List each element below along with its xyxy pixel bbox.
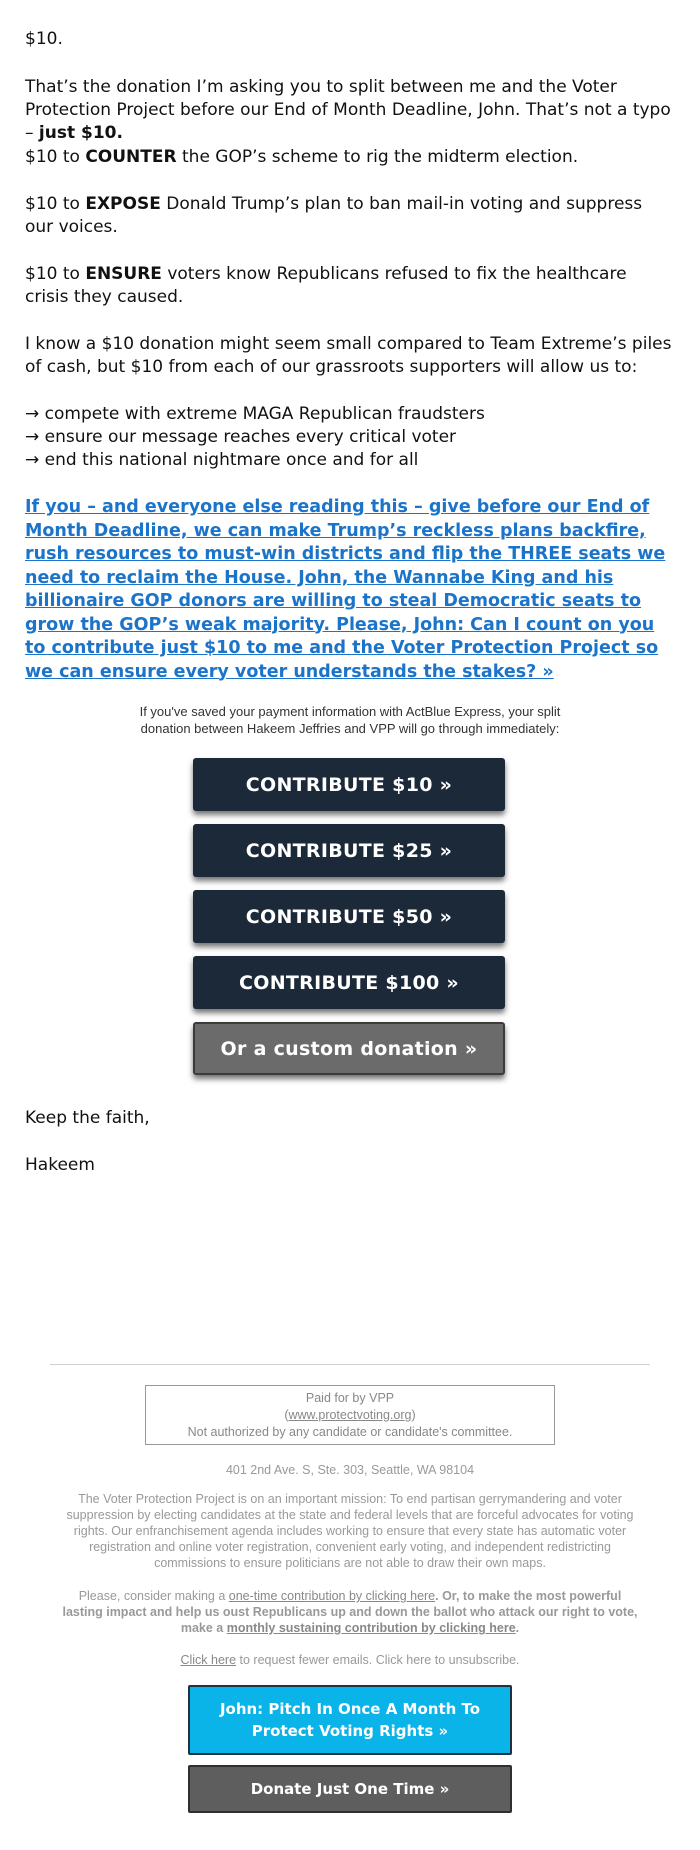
contribution-appeal (60, 1588, 640, 1636)
paid-for-text: Paid for by VPP (305, 1391, 395, 1405)
monthly-contribution-link[interactable]: monthly sustaining contribution by clicking here (226, 1621, 516, 1635)
appeal-prefix: Please, consider making a (78, 1589, 229, 1603)
ensure-keyword: ENSURE (85, 264, 162, 284)
list-item: → end this national nightmare once and for all (25, 450, 419, 470)
expose-text: Donald Trump’s plan to ban mail-in voting and suppress our voices. (25, 194, 643, 237)
ensure-paragraph (25, 263, 675, 309)
ensure-text: voters know Republicans refused to fix the healthcare crisis they caused. (25, 264, 627, 307)
disclaimer-url-line (146, 1407, 554, 1424)
goals-list (25, 403, 675, 472)
contribute-25-button[interactable]: CONTRIBUTE $25 » (193, 824, 505, 877)
donation-ask-text: That’s the donation I’m asking you to split between me and the Voter Protection Project before our End of Month Deadline, John. That’s not a typo – (25, 77, 671, 143)
appeal-middle: . Or, to make the most powerful lasting impact and help us oust Republicans up and down the ballot who attack our right to vote, make a (62, 1589, 638, 1635)
actblue-express-note: If you've saved your payment information with ActBlue Express, your split donation between Hakeem Jeffries and VPP will go through immediately: (139, 704, 561, 736)
fewer-emails-text: to request fewer emails. Click here to unsubscribe. (236, 1653, 520, 1667)
one-time-contribution-link[interactable]: one-time contribution by clicking here (228, 1589, 436, 1603)
contribute-50-button[interactable]: CONTRIBUTE $50 » (193, 890, 505, 943)
expose-paragraph (25, 193, 675, 239)
donate-cta-link[interactable]: If you – and everyone else reading this – give before our End of Month Deadline, we can make Trump’s reckless plans backfire, rush resources to must-win districts and flip the THREE seats we need to reclaim the House. John, the Wannabe King and his billionaire GOP donors are willing to steal Democratic seats to grow the GOP’s weak majority. Please, John: Can I count on you to contribute just $10 to me and the Voter Protection Project so we can ensure every voter understands the stakes? » (25, 497, 666, 682)
ensure-prefix: $10 to (25, 264, 86, 284)
mailing-address: 401 2nd Ave. S, Ste. 303, Seattle, WA 98104 (225, 1463, 475, 1477)
expose-keyword: EXPOSE (85, 194, 161, 214)
signoff: Keep the faith, (25, 1108, 150, 1128)
list-item: → compete with extreme MAGA Republican fraudsters (25, 404, 485, 424)
appeal-end: . (515, 1621, 520, 1635)
mission-statement: The Voter Protection Project is on an important mission: To end partisan gerrymandering and voter suppression by electing candidates at the state and federal levels that are forceful advocates for voting rights. Our enfranchisement agenda includes working to ensure that every state has automatic voter registration and online voter registration, convenient early voting, and independent redistricting commissions to ensure politicians are not able to draw their own maps. (66, 1492, 634, 1570)
custom-donation-button[interactable]: Or a custom donation » (193, 1022, 505, 1075)
contribute-10-button[interactable]: CONTRIBUTE $10 » (193, 758, 505, 811)
expose-prefix: $10 to (25, 194, 86, 214)
contribute-100-button[interactable]: CONTRIBUTE $100 » (193, 956, 505, 1009)
url-open-paren: ( (284, 1408, 289, 1422)
counter-keyword: COUNTER (85, 147, 177, 167)
list-item: → ensure our message reaches every critical voter (25, 427, 457, 447)
counter-paragraph (25, 146, 675, 169)
footer-divider (50, 1364, 650, 1365)
grassroots-paragraph: I know a $10 donation might seem small compared to Team Extreme’s piles of cash, but $10 from each of our grassroots supporters will allow us to: (25, 334, 672, 377)
just-ten-emphasis: just $10. (38, 123, 123, 143)
url-close-paren: ) (411, 1408, 416, 1422)
monthly-donation-button[interactable]: John: Pitch In Once A Month To Protect Voting Rights » (188, 1685, 512, 1755)
counter-prefix: $10 to (25, 147, 86, 167)
counter-text: the GOP’s scheme to rig the midterm election. (176, 147, 579, 167)
paid-for-disclaimer (145, 1385, 555, 1445)
not-authorized-text: Not authorized by any candidate or candidate's committee. (187, 1425, 513, 1439)
donation-ask-paragraph (25, 76, 675, 145)
intro-amount: $10. (25, 29, 63, 49)
vpp-website-link[interactable]: www.protectvoting.org (288, 1408, 412, 1422)
one-time-donation-button[interactable]: Donate Just One Time » (188, 1765, 512, 1813)
signature: Hakeem (25, 1155, 95, 1175)
email-preferences (60, 1652, 640, 1668)
fewer-emails-link[interactable]: Click here (180, 1653, 237, 1667)
